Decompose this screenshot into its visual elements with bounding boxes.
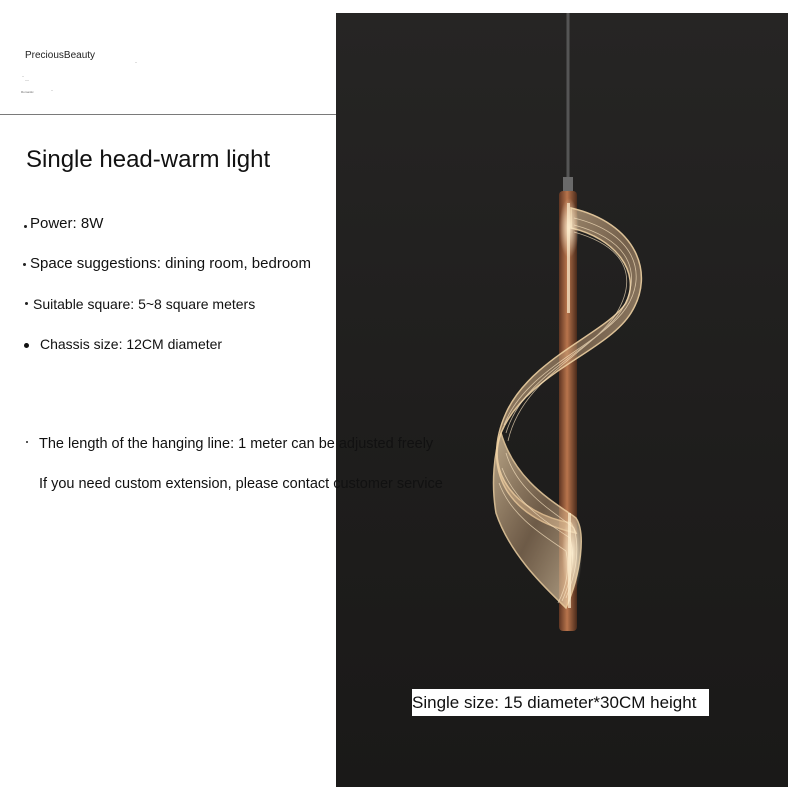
product-photo — [336, 13, 788, 787]
decorative-dot: · — [51, 88, 53, 94]
spec-space: Space suggestions: dining room, bedroom — [30, 255, 312, 272]
spec-hanging-line: The length of the hanging line: 1 meter can be adjusted freely — [39, 436, 434, 452]
header-divider — [0, 114, 336, 115]
spec-chassis: Chassis size: 12CM diameter — [40, 336, 223, 352]
size-label: Single size: 15 diameter*30CM height — [412, 689, 709, 716]
bullet-icon — [24, 343, 29, 348]
spiral-pendant-lamp-icon — [336, 13, 788, 787]
decorative-dot: · — [135, 60, 137, 66]
decorative-dot: · — [22, 74, 24, 80]
spec-square: Suitable square: 5~8 square meters — [33, 296, 256, 312]
bullet-icon — [24, 225, 27, 228]
decorative-dot: ·· — [25, 78, 29, 84]
bullet-icon — [26, 441, 28, 443]
bullet-icon — [25, 302, 28, 305]
spec-custom-extension: If you need custom extension, please contact customer service — [39, 476, 443, 492]
spec-power: Power: 8W — [30, 215, 104, 232]
brand-name: PreciousBeauty — [25, 50, 96, 61]
product-headline: Single head-warm light — [26, 146, 271, 173]
brand-tagline: Romantic — [21, 90, 34, 94]
bullet-icon — [23, 263, 26, 266]
